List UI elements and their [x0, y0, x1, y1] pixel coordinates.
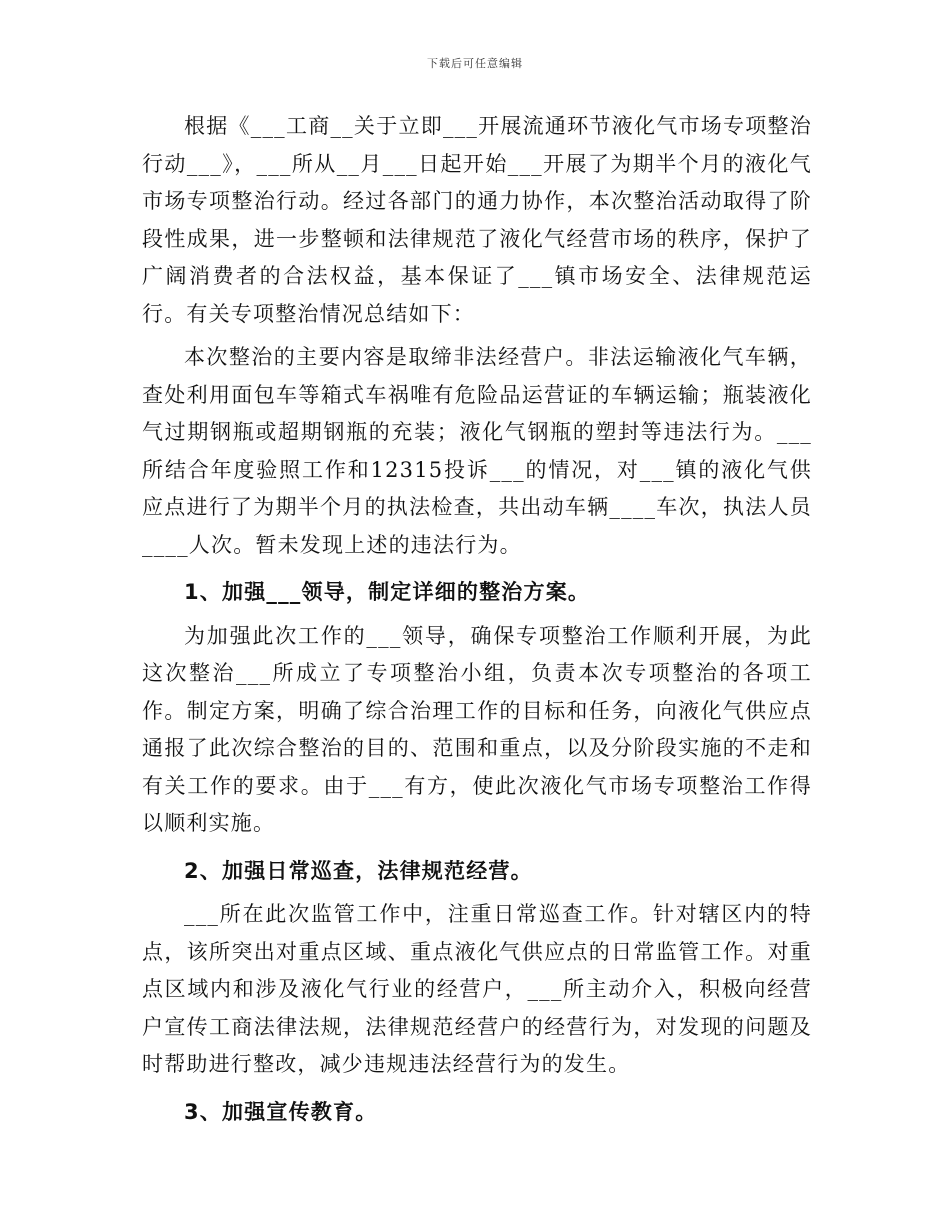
section-3-heading: 3、加强宣传教育。	[184, 1099, 378, 1124]
intro-paragraph: 根据《___工商__关于立即___开展流通环节液化气市场专项整治行动___》，___所从__月___日起开始___开展了为期半个月的液化气市场专项整治行动。经过各部门的通力协作，本次整治活动取得了阶段性成果，进一步整顿和法律规范了液化气经营市场的秩序，保护了广阔消费者的合法权益，基本保证了___镇市场安全、法律规范运行。有关专项整治情况总结如下：	[142, 114, 812, 326]
section-1-heading: 1、加强___领导，制定详细的整治方案。	[184, 580, 591, 604]
page-header-note: 下载后可任意编辑	[427, 57, 523, 70]
section-1-paragraph: 为加强此次工作的___领导，确保专项整治工作顺利开展，为此这次整治___所成立了专项整治小组，负责本次专项整治的各项工作。制定方案，明确了综合治理工作的目标和任务，向液化气供应点通报了此次综合整治的目的、范围和重点，以及分阶段实施的不走和有关工作的要求。由于___有方，使此次液化气市场专项整治工作得以顺利实施。	[142, 623, 812, 835]
section-2-paragraph: ___所在此次监管工作中，注重日常巡查工作。针对辖区内的特点，该所突出对重点区域、重点液化气供应点的日常监管工作。对重点区域内和涉及液化气行业的经营户，___所主动介入，积极向经营户宣传工商法律法规，法律规范经营户的经营行为，对发现的问题及时帮助进行整改，减少违规违法经营行为的发生。	[142, 902, 812, 1076]
section-2-heading: 2、加强日常巡查，法律规范经营。	[184, 858, 533, 883]
document-body	[142, 108, 812, 1131]
content-paragraph: 本次整治的主要内容是取缔非法经营户。非法运输液化气车辆，查处利用面包车等箱式车祸唯有危险品运营证的车辆运输；瓶装液化气过期钢瓶或超期钢瓶的充装；液化气钢瓶的塑封等违法行为。___所结合年度验照工作和12315投诉___的情况，对___镇的液化气供应点进行了为期半个月的执法检查，共出动车辆____车次，执法人员____人次。暂未发现上述的违法行为。	[142, 345, 812, 557]
